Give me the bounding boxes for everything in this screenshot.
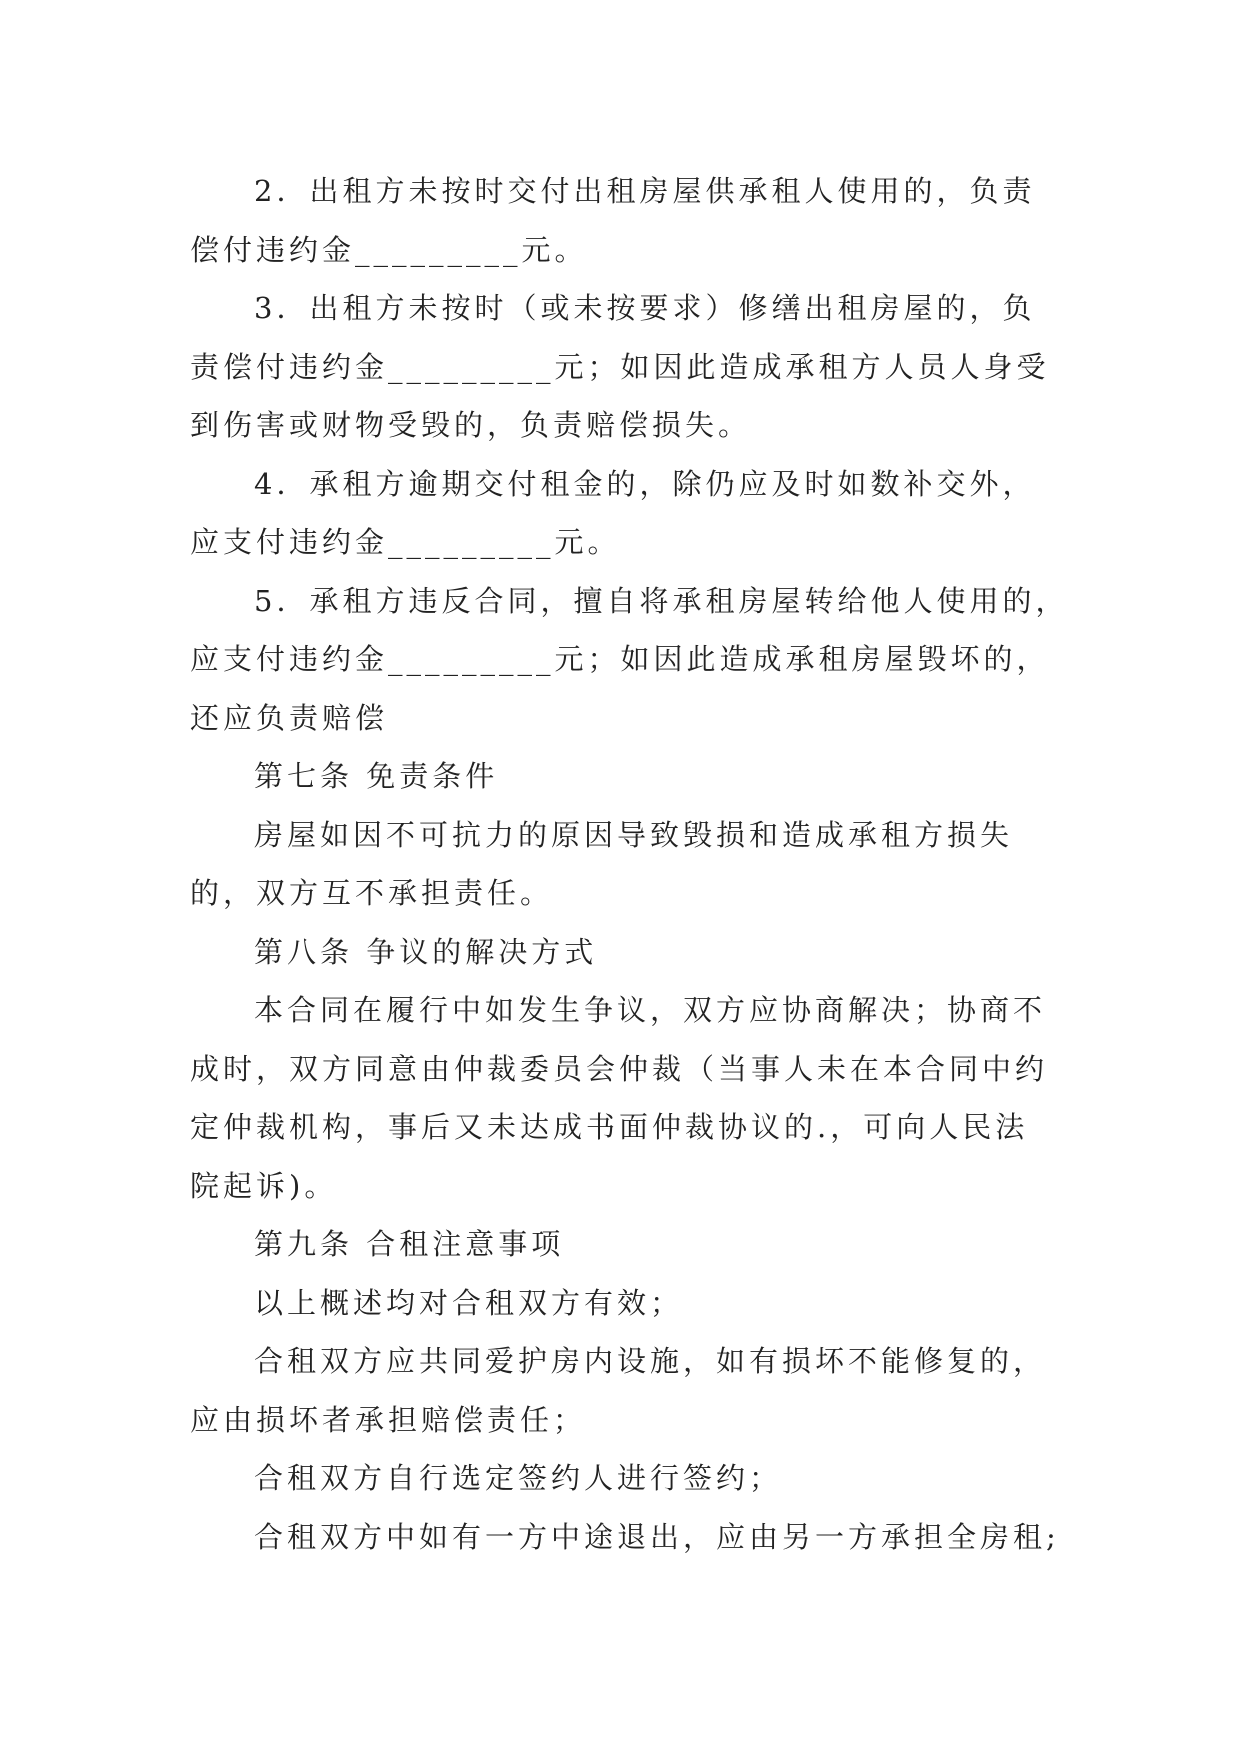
text-line: 2．出租方未按时交付出租房屋供承租人使用的，负责	[254, 174, 1036, 208]
text-line: 合租双方自行选定签约人进行签约；	[254, 1461, 783, 1495]
text-line: 本合同在履行中如发生争议，双方应协商解决；协商不	[254, 993, 1047, 1027]
text-line: 成时，双方同意由仲裁委员会仲裁（当事人未在本合同中约	[190, 1051, 1049, 1086]
text-line: 到伤害或财物受毁的，负责赔偿损失。	[190, 408, 752, 442]
paragraph	[190, 1332, 1070, 1449]
text-line: 院起诉)。	[190, 1168, 338, 1203]
paragraph	[190, 1449, 1070, 1508]
paragraph	[190, 1215, 1070, 1274]
paragraph	[190, 923, 1070, 982]
text-line: 房屋如因不可抗力的原因导致毁损和造成承租方损失	[254, 817, 1014, 852]
text-line: 应由损坏者承担赔偿责任；	[190, 1402, 587, 1437]
text-line: 应支付违约金_________元；如因此造成承租房屋毁坏的，	[190, 642, 1050, 676]
text-line: 第九条 合租注意事项	[254, 1227, 565, 1261]
paragraph	[190, 1508, 1070, 1567]
text-line: 4．承租方逾期交付租金的，除仍应及时如数补交外，	[254, 466, 1036, 501]
paragraph	[190, 162, 1070, 279]
paragraph	[190, 981, 1070, 1215]
text-line: 还应负责赔偿	[190, 700, 389, 735]
text-line: 责偿付违约金_________元；如因此造成承租方人员人身受	[190, 349, 1050, 384]
text-line: 第七条 免责条件	[254, 759, 499, 793]
text-line: 合租双方中如有一方中途退出，应由另一方承担全房租;	[254, 1519, 1060, 1554]
text-line: 应支付违约金_________元。	[190, 525, 621, 559]
text-line: 3．出租方未按时（或未按要求）修缮出租房屋的，负	[254, 291, 1036, 325]
text-line: 第八条 争议的解决方式	[254, 934, 598, 969]
text-line: 以上概述均对合租双方有效；	[254, 1285, 684, 1320]
paragraph	[190, 455, 1070, 572]
text-line: 的，双方互不承担责任。	[190, 876, 554, 910]
paragraph	[190, 806, 1070, 923]
text-line: 偿付违约金_________元。	[190, 232, 588, 267]
text-line: 合租双方应共同爱护房内设施，如有损坏不能修复的，	[254, 1344, 1047, 1378]
text-line: 5．承租方违反合同，擅自将承租房屋转给他人使用的，	[254, 583, 1069, 618]
paragraph	[190, 572, 1070, 748]
paragraph	[190, 1274, 1070, 1333]
paragraph	[190, 279, 1070, 455]
paragraph	[190, 747, 1070, 806]
document-body	[190, 162, 1070, 1566]
text-line: 定仲裁机构，事后又未达成书面仲裁协议的.，可向人民法	[190, 1110, 1029, 1144]
